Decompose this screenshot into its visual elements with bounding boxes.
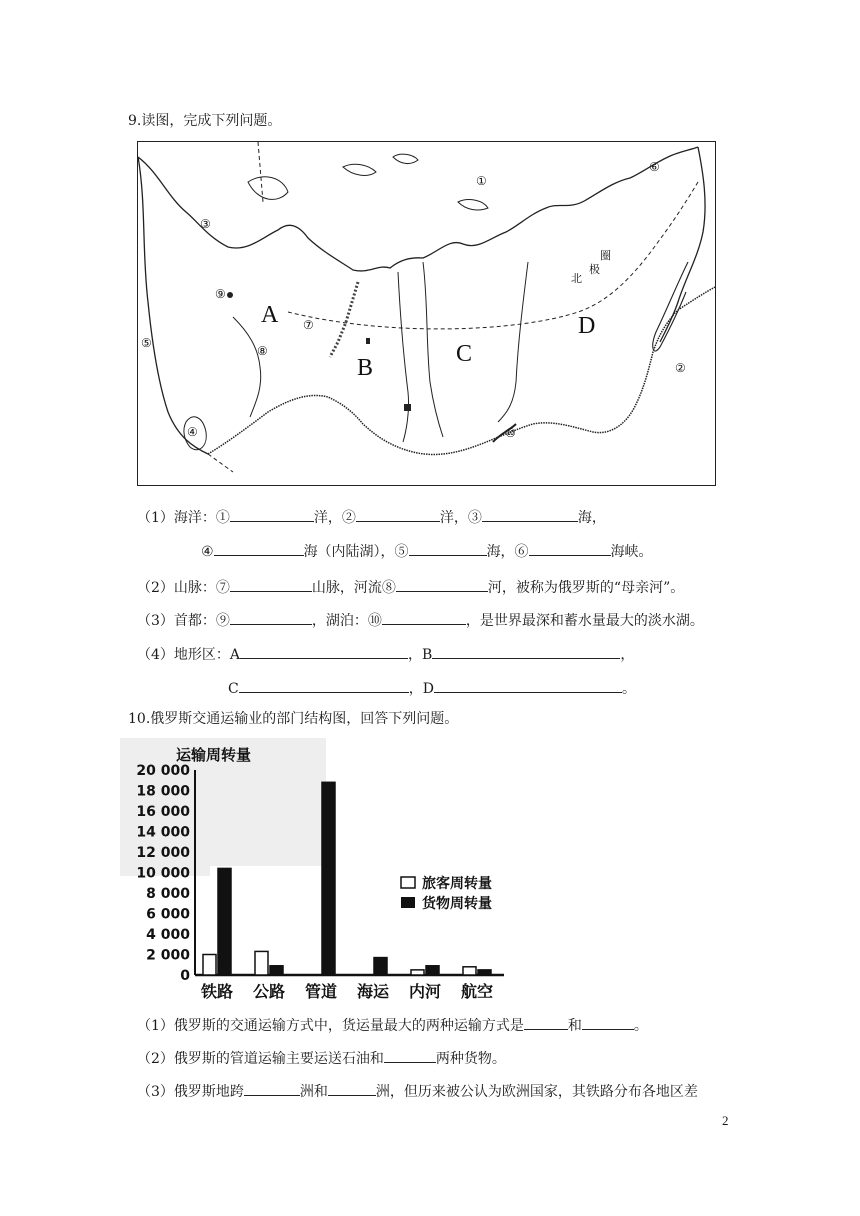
blank-16[interactable] [582, 1015, 634, 1030]
x-tick-label: 公路 [252, 982, 286, 1000]
blank-14[interactable] [434, 678, 622, 693]
blank-9[interactable] [230, 610, 312, 625]
q10-line-2: （2）俄罗斯的管道运输主要运送石油和 两种货物。 [137, 1048, 506, 1068]
bar-freight [478, 970, 491, 975]
ural-mountains [330, 282, 358, 357]
island-2 [393, 154, 418, 163]
x-axis-labels [200, 982, 493, 1000]
city-marker [404, 404, 411, 411]
marker-1: ① [476, 174, 487, 188]
bar-passenger [255, 951, 268, 975]
y-tick-label: 6 000 [146, 906, 190, 923]
marker-10: ⑩ [505, 426, 516, 440]
bar-freight [218, 868, 231, 975]
blank-13[interactable] [239, 678, 409, 693]
q9-title: 9.读图，完成下列问题。 [128, 113, 282, 129]
pacific-coast [660, 147, 705, 342]
q9-line-3: （2）山脉：⑦ 山脉，河流⑧ 河，被称为俄罗斯的“母亲河”。 [137, 577, 684, 597]
chart-title: 运输周转量 [176, 746, 252, 764]
west-coast [138, 157, 208, 454]
y-tick-label: 10 000 [136, 865, 190, 882]
y-tick-label: 12 000 [136, 845, 190, 861]
blank-10[interactable] [382, 610, 466, 625]
city-marker-2 [366, 338, 370, 344]
y-tick-label: 8 000 [146, 886, 190, 902]
bar-freight [270, 966, 283, 975]
blank-18[interactable] [244, 1081, 300, 1096]
marker-3: ③ [200, 217, 211, 231]
bar-freight [322, 782, 335, 975]
y-tick-label: 2 000 [146, 947, 190, 964]
bar-passenger [463, 967, 476, 975]
border-line-2 [208, 454, 233, 472]
capital-marker [227, 292, 233, 298]
y-tick-label: 20 000 [136, 763, 190, 779]
q9-line-1: （1）海洋：① 洋，② 洋，③ 海， [137, 507, 606, 527]
x-tick-label: 铁路 [200, 982, 234, 1000]
transport-chart [118, 736, 508, 1000]
blank-8[interactable] [396, 577, 488, 592]
q10-title: 10.俄罗斯交通运输业的部门结构图，回答下列问题。 [128, 711, 459, 727]
y-tick-label: 0 [180, 968, 190, 984]
marker-2: ② [675, 361, 686, 375]
x-tick-label: 管道 [304, 982, 338, 1000]
legend-label-freight: 货物周转量 [422, 896, 492, 912]
region-label-c: C [456, 341, 473, 367]
q9-line-6: C ，D 。 [228, 678, 636, 698]
border-line-1 [258, 142, 263, 202]
marker-9: ⑨ [215, 287, 226, 301]
q9-line-2: ④ 海（内陆湖），⑤ 海，⑥ 海峡。 [201, 541, 653, 561]
marker-4: ④ [187, 425, 198, 439]
bar-passenger [203, 955, 216, 976]
legend-swatch-passenger [401, 877, 415, 888]
marker-5: ⑤ [141, 336, 152, 350]
blank-2[interactable] [356, 507, 440, 522]
blank-3[interactable] [482, 507, 578, 522]
y-tick-label: 14 000 [136, 824, 190, 841]
marker-8: ⑧ [257, 344, 268, 358]
blank-12[interactable] [432, 644, 620, 659]
region-label-b: B [357, 355, 374, 381]
arctic-circle [288, 182, 698, 329]
blank-4[interactable] [214, 541, 304, 556]
arctic-coast [138, 147, 698, 271]
arctic-label-1: 北 [571, 272, 582, 285]
blank-6[interactable] [529, 541, 611, 556]
south-border [208, 287, 715, 454]
russia-map-drawing [138, 142, 715, 485]
x-tick-label: 航空 [460, 982, 494, 1000]
q9-line-4: （3）首都：⑨ ，湖泊：⑩ ，是世界最深和蓄水量最大的淡水湖。 [137, 610, 704, 630]
y-tick-label: 18 000 [136, 783, 190, 800]
x-tick-label: 内河 [408, 982, 442, 1000]
arctic-label-2: 极 [589, 263, 600, 276]
region-label-d: D [578, 313, 596, 339]
blank-5[interactable] [409, 541, 487, 556]
blank-15[interactable] [524, 1015, 568, 1030]
q9-line-5: （4）地形区：A ，B ， [137, 644, 634, 664]
page-number: 2 [722, 1113, 729, 1128]
region-label-a: A [261, 302, 279, 328]
island-4 [248, 177, 288, 200]
blank-1[interactable] [230, 507, 314, 522]
island-3 [458, 200, 488, 210]
blank-19[interactable] [328, 1081, 376, 1096]
legend-label-passenger: 旅客周转量 [422, 876, 492, 892]
marker-6: ⑥ [649, 160, 660, 174]
q10-line-3: （3）俄罗斯地跨 洲和 洲，但历来被公认为欧洲国家，其铁路分布各地区差 [137, 1081, 698, 1101]
river-1 [398, 272, 409, 442]
y-axis-ticks [136, 763, 190, 984]
bar-freight [374, 958, 387, 975]
bar-passenger [411, 970, 424, 975]
transport-chart-svg [118, 736, 508, 1000]
russia-map [137, 141, 716, 486]
island-1 [343, 164, 376, 175]
river-2 [423, 262, 443, 437]
y-tick-label: 16 000 [136, 804, 190, 820]
blank-11[interactable] [240, 644, 408, 659]
q10-line-1: （1）俄罗斯的交通运输方式中，货运量最大的两种运输方式是 和 。 [137, 1015, 648, 1035]
river-3 [498, 262, 528, 422]
arctic-label-3: 圈 [600, 249, 611, 262]
y-tick-label: 4 000 [146, 927, 190, 943]
x-tick-label: 海运 [356, 982, 390, 1000]
blank-17[interactable] [384, 1048, 436, 1063]
marker-7: ⑦ [303, 318, 314, 332]
bar-freight [426, 966, 439, 975]
volga-river [233, 317, 261, 417]
blank-7[interactable] [230, 577, 312, 592]
legend-swatch-freight [401, 897, 415, 908]
